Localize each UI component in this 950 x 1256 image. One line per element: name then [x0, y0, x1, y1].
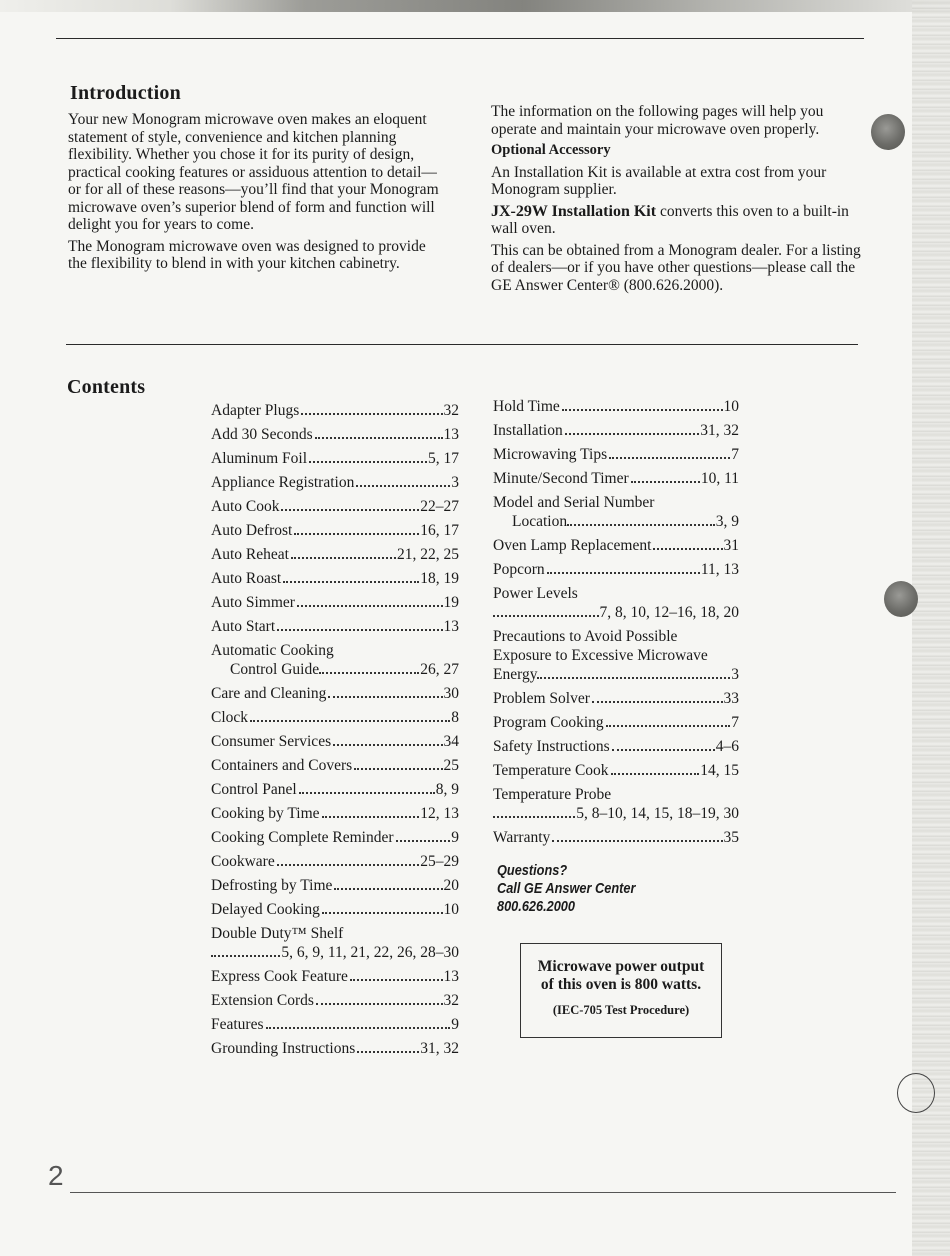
toc-entry: [211, 876, 459, 895]
toc-entry-pages: 8: [451, 709, 459, 726]
toc-leader-dots: [396, 840, 451, 842]
toc-entry-pages: 18, 19: [420, 570, 459, 587]
toc-leader-dots: [350, 979, 443, 981]
toc-leader-dots: [281, 509, 419, 511]
toc-entry: [493, 397, 739, 416]
toc-entry-pages: 9: [451, 1016, 459, 1033]
punch-hole-icon: [897, 1073, 935, 1113]
toc-entry-pages: 7, 8, 10, 12–16, 18, 20: [599, 604, 739, 621]
toc-leader-dots: [592, 701, 723, 703]
toc-leader-dots: [250, 720, 450, 722]
toc-entry-label: Clock: [211, 709, 249, 726]
toc-entry-pages: 25: [443, 757, 459, 774]
toc-entry: [211, 1015, 459, 1034]
contents-heading: Contents: [67, 376, 146, 398]
toc-entry-label: Power Levels: [493, 585, 578, 602]
toc-entry-label: Control Guide: [230, 661, 320, 678]
toc-entry-pages: 32: [443, 992, 459, 1009]
contents-column-1: [211, 401, 459, 1063]
toc-entry: [493, 536, 739, 555]
punch-hole-icon: [884, 581, 918, 617]
toc-entry: [211, 641, 459, 679]
toc-entry: [211, 497, 459, 516]
toc-entry-label: Consumer Services: [211, 733, 332, 750]
toc-entry-label: Auto Roast: [211, 570, 282, 587]
toc-leader-dots: [322, 816, 420, 818]
toc-entry-label: Popcorn: [493, 561, 545, 578]
installation-kit-text: converts this oven to a built-in wall oven.: [491, 202, 849, 237]
toc-entry-label: Location: [512, 513, 568, 530]
toc-entry-pages: 5, 17: [428, 450, 459, 467]
toc-leader-dots: [631, 481, 700, 483]
toc-leader-dots: [567, 524, 715, 526]
toc-entry-pages: 13: [443, 618, 459, 635]
answer-center-line: Call GE Answer Center: [497, 880, 636, 897]
page-number: 2: [48, 1160, 64, 1191]
toc-entry-label: Double Duty™ Shelf: [211, 925, 344, 942]
toc-entry-pages: 25–29: [420, 853, 459, 870]
toc-entry-label: Exposure to Excessive Microwave: [493, 647, 708, 664]
toc-entry-pages: 10: [723, 398, 739, 415]
toc-entry-pages: 3: [451, 474, 459, 491]
toc-leader-dots: [552, 840, 722, 842]
toc-entry-pages: 10, 11: [700, 470, 739, 487]
intro-left-column: [68, 111, 448, 277]
toc-entry-pages: 30: [443, 685, 459, 702]
toc-leader-dots: [354, 768, 442, 770]
toc-entry: [493, 584, 739, 622]
toc-entry-pages: 32: [443, 402, 459, 419]
installation-kit-name: JX-29W Installation Kit: [491, 202, 657, 220]
intro-paragraph-2: The Monogram microwave oven was designed to provide the flexibility to blend in with your kitchen cabinetry.: [68, 237, 426, 272]
intro-right-paragraph-4: This can be obtained from a Monogram dealer. For a listing of dealers—or if you have other questions—please call the GE Answer Center® (800.626.2000).: [491, 241, 861, 294]
toc-entry: [493, 761, 739, 780]
toc-leader-dots: [537, 677, 730, 679]
middle-rule: [66, 344, 858, 345]
toc-entry-label: Express Cook Feature: [211, 968, 348, 985]
toc-leader-dots: [291, 557, 396, 559]
top-rule: [56, 38, 864, 39]
toc-entry: [211, 732, 459, 751]
toc-entry-pages: 7: [731, 446, 739, 463]
toc-entry: [493, 689, 739, 708]
toc-entry-label: Appliance Registration: [211, 474, 355, 491]
intro-right-paragraph-2: An Installation Kit is available at extra cost from your Monogram supplier.: [491, 163, 827, 198]
toc-entry-pages: 16, 17: [420, 522, 459, 539]
toc-entry: [493, 560, 739, 579]
toc-entry: [493, 469, 739, 488]
toc-entry-label: Automatic Cooking: [211, 642, 334, 659]
toc-entry-pages: 9: [451, 829, 459, 846]
toc-entry-label: Program Cooking: [493, 714, 604, 731]
toc-entry-label: Safety Instructions: [493, 738, 610, 755]
toc-entry: [211, 617, 459, 636]
intro-heading: Introduction: [70, 82, 181, 104]
toc-leader-dots: [266, 1027, 451, 1029]
toc-entry: [211, 545, 459, 564]
toc-entry-pages: 26, 27: [420, 661, 459, 678]
toc-leader-dots: [328, 696, 442, 698]
toc-entry: [211, 425, 459, 444]
scan-top-band: [0, 0, 950, 12]
toc-entry-label: Temperature Cook: [493, 762, 609, 779]
toc-entry: [211, 569, 459, 588]
toc-entry-label: Hold Time: [493, 398, 560, 415]
toc-entry-label: Oven Lamp Replacement: [493, 537, 652, 554]
toc-entry-label: Adapter Plugs: [211, 402, 300, 419]
toc-leader-dots: [606, 725, 731, 727]
toc-entry-pages: 11, 13: [700, 561, 739, 578]
toc-entry-pages: 3: [731, 666, 739, 683]
toc-entry-pages: 21, 22, 25: [397, 546, 459, 563]
toc-entry-label: Model and Serial Number: [493, 494, 655, 511]
toc-leader-dots: [277, 629, 442, 631]
toc-leader-dots: [299, 792, 435, 794]
toc-leader-dots: [612, 749, 715, 751]
toc-entry-pages: 13: [443, 968, 459, 985]
toc-entry-label: Grounding Instructions: [211, 1040, 356, 1057]
toc-entry: [211, 924, 459, 962]
toc-entry-label: Cooking Complete Reminder: [211, 829, 394, 846]
toc-entry-label: Containers and Covers: [211, 757, 353, 774]
toc-leader-dots: [316, 1003, 443, 1005]
toc-entry: [211, 401, 459, 420]
toc-entry: [211, 900, 459, 919]
toc-entry-label: Aluminum Foil: [211, 450, 308, 467]
toc-entry-pages: 34: [443, 733, 459, 750]
toc-entry: [211, 473, 459, 492]
toc-entry-label: Extension Cords: [211, 992, 314, 1009]
toc-leader-dots: [611, 773, 700, 775]
toc-leader-dots: [562, 409, 723, 411]
toc-entry: [493, 627, 739, 684]
toc-entry: [211, 852, 459, 871]
toc-leader-dots: [297, 605, 443, 607]
answer-center-phone: 800.626.2000: [497, 898, 576, 915]
intro-right-column: [491, 103, 863, 298]
toc-entry: [211, 756, 459, 775]
toc-leader-dots: [547, 572, 700, 574]
toc-entry-label: Auto Start: [211, 618, 276, 635]
toc-leader-dots: [565, 433, 700, 435]
toc-entry: [211, 593, 459, 612]
toc-entry-pages: 8, 9: [435, 781, 459, 798]
toc-entry-label: Cooking by Time: [211, 805, 320, 822]
toc-entry-label: Temperature Probe: [493, 786, 612, 803]
toc-entry-pages: 22–27: [420, 498, 459, 515]
toc-entry-pages: 3, 9: [715, 513, 739, 530]
toc-entry-pages: 31, 32: [420, 1040, 459, 1057]
toc-entry-label: Cookware: [211, 853, 275, 870]
toc-entry-label: Precautions to Avoid Possible: [493, 628, 678, 645]
toc-entry-pages: 31: [723, 537, 739, 554]
toc-entry: [493, 828, 739, 847]
toc-entry-label: Features: [211, 1016, 264, 1033]
toc-leader-dots: [277, 864, 420, 866]
toc-entry-pages: 7: [731, 714, 739, 731]
toc-leader-dots: [211, 955, 280, 957]
toc-entry-label: Problem Solver: [493, 690, 590, 707]
punch-hole-icon: [871, 114, 905, 150]
toc-entry-label: Delayed Cooking: [211, 901, 320, 918]
toc-entry: [211, 708, 459, 727]
questions-block: [497, 862, 635, 916]
toc-leader-dots: [493, 615, 599, 617]
toc-leader-dots: [319, 672, 419, 674]
toc-leader-dots: [493, 816, 575, 818]
toc-entry-pages: 31, 32: [700, 422, 739, 439]
toc-entry-label: Auto Simmer: [211, 594, 295, 611]
scan-right-edge: [912, 0, 950, 1256]
toc-leader-dots: [609, 457, 730, 459]
toc-entry: [493, 421, 739, 440]
toc-leader-dots: [333, 744, 442, 746]
questions-line: Questions?: [497, 862, 568, 879]
toc-leader-dots: [356, 485, 450, 487]
toc-entry-label: Care and Cleaning: [211, 685, 327, 702]
toc-entry: [211, 804, 459, 823]
optional-accessory-heading: Optional Accessory: [491, 142, 611, 158]
test-procedure-note: (IEC-705 Test Procedure): [552, 1003, 690, 1017]
toc-leader-dots: [322, 912, 443, 914]
power-output-line-1: Microwave power output: [537, 958, 705, 975]
toc-entry: [493, 785, 739, 823]
toc-entry: [211, 967, 459, 986]
toc-entry-pages: 19: [443, 594, 459, 611]
toc-leader-dots: [315, 437, 443, 439]
contents-column-2: [493, 397, 739, 852]
toc-entry: [211, 449, 459, 468]
installation-kit-paragraph: [491, 203, 863, 238]
toc-entry: [493, 493, 739, 531]
toc-entry: [211, 684, 459, 703]
toc-entry-label: Auto Defrost: [211, 522, 293, 539]
toc-entry-label: Add 30 Seconds: [211, 426, 313, 443]
bottom-rule: [70, 1192, 896, 1193]
toc-entry-pages: 5, 6, 9, 11, 21, 22, 26, 28–30: [281, 944, 459, 961]
toc-entry-pages: 13: [443, 426, 459, 443]
toc-entry: [211, 1039, 459, 1058]
toc-entry: [493, 713, 739, 732]
toc-entry: [493, 737, 739, 756]
toc-entry-pages: 14, 15: [700, 762, 739, 779]
toc-entry: [211, 521, 459, 540]
toc-leader-dots: [309, 461, 427, 463]
toc-entry-label: Minute/Second Timer: [493, 470, 629, 487]
toc-entry-label: Auto Reheat: [211, 546, 289, 563]
toc-entry: [211, 991, 459, 1010]
toc-leader-dots: [301, 413, 442, 415]
toc-leader-dots: [283, 581, 419, 583]
toc-entry-label: Defrosting by Time: [211, 877, 333, 894]
intro-right-paragraph-1: The information on the following pages will help you operate and maintain your microwave oven properly.: [491, 103, 824, 138]
toc-entry-label: Warranty: [493, 829, 551, 846]
toc-leader-dots: [294, 533, 419, 535]
toc-entry-label: Installation: [493, 422, 563, 439]
toc-entry-label: Microwaving Tips: [493, 446, 608, 463]
toc-leader-dots: [357, 1051, 419, 1053]
toc-entry-label: Control Panel: [211, 781, 297, 798]
toc-entry: [211, 780, 459, 799]
toc-entry-pages: 5, 8–10, 14, 15, 18–19, 30: [576, 805, 739, 822]
toc-entry-pages: 4–6: [715, 738, 739, 755]
toc-entry-label: Energy: [493, 666, 538, 683]
toc-entry-pages: 33: [723, 690, 739, 707]
toc-entry: [493, 445, 739, 464]
power-output-line-2: of this oven is 800 watts.: [540, 976, 702, 993]
toc-leader-dots: [653, 548, 722, 550]
intro-paragraph-1: Your new Monogram microwave oven makes an eloquent statement of style, convenience and kitchen planning flexibility. Whether you chose it for its purity of design, practical cooking features or assiduous attention to detail—or for all of these reasons—you’ll find that your Monogram microwave oven’s superior blend of form and function will delight you for years to come.: [68, 111, 439, 233]
toc-leader-dots: [334, 888, 442, 890]
toc-entry: [211, 828, 459, 847]
toc-entry-pages: 20: [443, 877, 459, 894]
toc-entry-pages: 35: [723, 829, 739, 846]
toc-entry-label: Auto Cook: [211, 498, 280, 515]
power-output-box: [520, 943, 722, 1038]
toc-entry-pages: 10: [443, 901, 459, 918]
toc-entry-pages: 12, 13: [420, 805, 459, 822]
